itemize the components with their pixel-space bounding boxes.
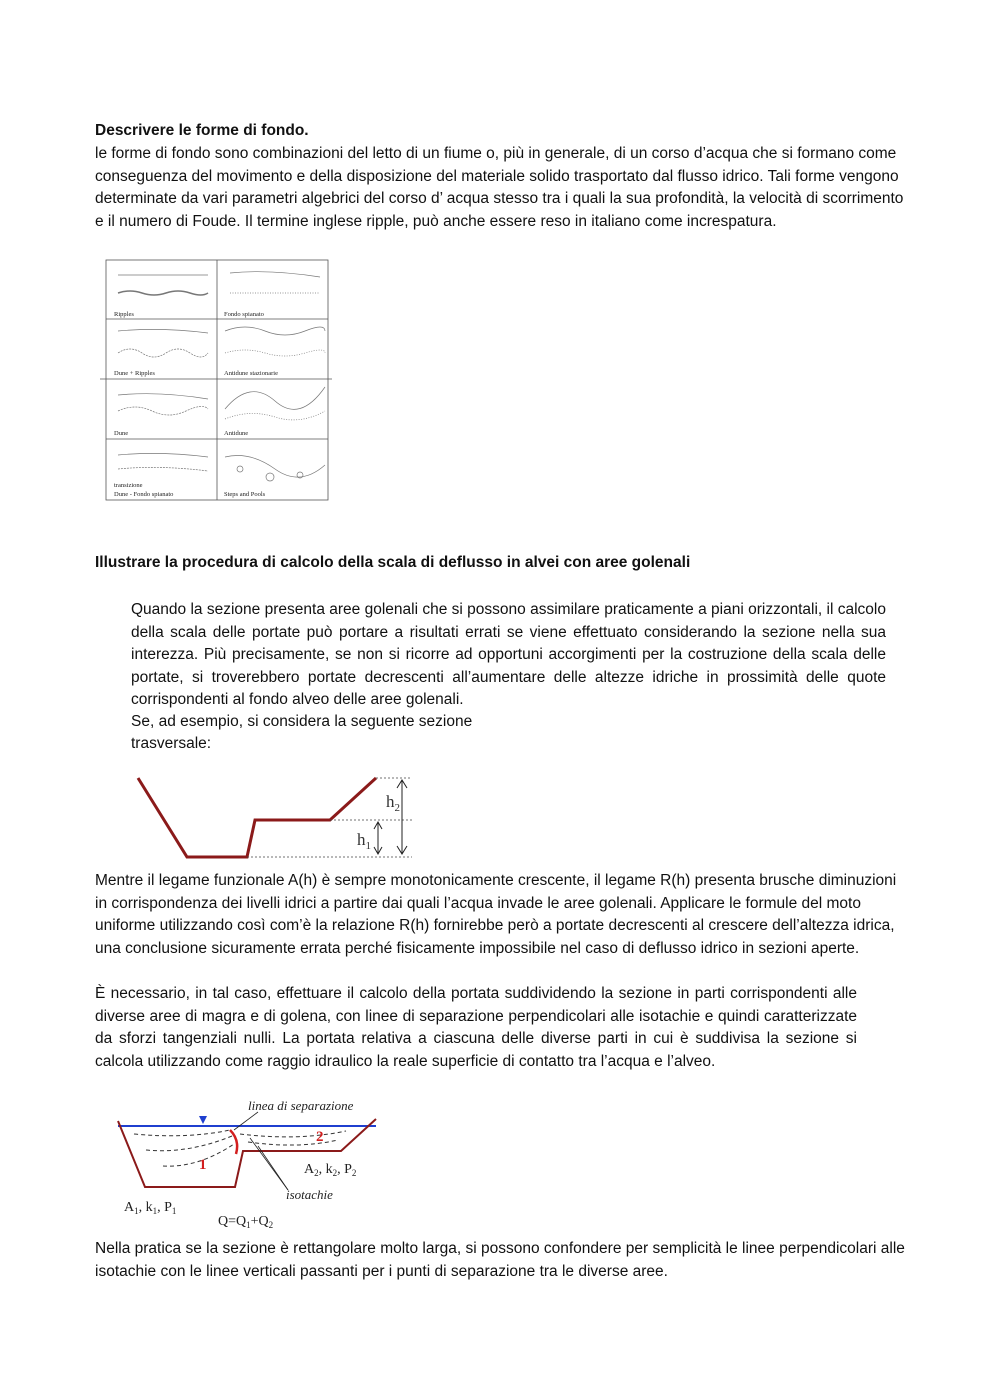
water-level-icon: [199, 1116, 207, 1124]
label-ripples: Ripples: [114, 311, 134, 318]
section2-indented-paragraph: Quando la sezione presenta aree golenali che si possono assimilare praticamente a piani orizzontali, il calcolo della scala delle portate può portare a risultati errati se viene effettuato considerando la sezione nella sua interezza. Più precisamente, se non si ricorre ad opportuni accorgimenti per la costruzione della scala delle portate, si troverebbero portate decrescenti all’aumentare delle altezze idriche in prossimità delle quote corrispondenti al fondo alveo delle aree golenali.: [131, 601, 886, 708]
label-antidune-stazionarie: Antidune stazionarie: [224, 370, 278, 377]
label-antidune: Antidune: [224, 430, 249, 437]
label-dune-fondo-spianato: Dune - Fondo spianato: [114, 491, 174, 498]
area1-params: $A_1$, $k_1$, $P_1$: [124, 1200, 177, 1216]
separation-figure: [108, 1094, 388, 1232]
label-fondo-spianato: Fondo spianato: [224, 311, 264, 318]
cross-section-figure: [130, 772, 420, 864]
separation-line-label: linea di separazione: [248, 1098, 354, 1113]
section2-indented-line3: trasversale:: [131, 735, 212, 752]
section1-title: Descrivere le forme di fondo.: [95, 122, 309, 139]
area2-params: $A_2$, $k_2$, $P_2$: [304, 1162, 357, 1178]
region-1-label: 1: [199, 1157, 207, 1173]
label-steps-pools: Steps and Pools: [224, 491, 266, 498]
section2-title: Illustrare la procedura di calcolo della scala di deflusso in alvei con aree golenali: [95, 554, 691, 571]
label-dune-ripples: Dune + Ripples: [114, 370, 155, 377]
section2-indented-line2: Se, ad esempio, si considera la seguente sezione: [131, 713, 473, 730]
region-2-label: 2: [316, 1129, 324, 1145]
section1-paragraph: le forme di fondo sono combinazioni del letto di un fiume o, più in generale, di un corso d’acqua che si formano come conseguenza del movimento e della disposizione del materiale solido trasportato dal flusso idrico. Tali forme vengono determinate da vari parametri algebrici del corso d’ acqua stesso tra i quali la sua profondità, la velocità di scorrimento e il numero di Foude. Il termine inglese ripple, può anche essere reso in italiano come increspatura.: [95, 145, 904, 230]
discharge-sum: $Q=Q_1+Q_2$: [218, 1214, 274, 1230]
label-dune: Dune: [114, 430, 129, 437]
section2-paragraph4: Nella pratica se la sezione è rettangolare molto larga, si possono confondere per semplicità le linee perpendicolari alle isotachie con le linee verticali passanti per i punti di separazione tra le diverse aree.: [95, 1240, 905, 1280]
isotachie-label: isotachie: [286, 1187, 333, 1202]
h2-label: $h_2$: [386, 792, 400, 814]
section2-paragraph2: Mentre il legame funzionale A(h) è sempre monotonicamente crescente, il legame R(h) presenta brusche diminuzioni in corrispondenza dei livelli idrici a partire dai quali l’acqua invade le aree golenali. Applicare le formule del moto uniforme utilizzando così com’è la relazione R(h) fornirebbe però a portate decrescenti al crescere dell’altezza idrica, una conclusione sicuramente errata perché fisicamente impossibile nel caso di deflusso idrico in sezioni aperte.: [95, 872, 897, 957]
bed-forms-figure: [100, 259, 332, 503]
h1-label: $h_1$: [357, 830, 371, 852]
label-transizione: transizione: [114, 482, 143, 489]
section2-paragraph3: È necessario, in tal caso, effettuare il calcolo della portata suddividendo la sezione in parti corrispondenti alle diverse aree di magra e di golena, con linee di separazione perpendicolari alle isotachie e quindi caratterizzate da sforzi tangenziali nulli. La portata relativa a ciascuna delle diverse parti in cui è suddivisa la sezione si calcola utilizzando come raggio idraulico la reale superficie di contatto tra l’acqua e l’alveo.: [95, 985, 857, 1070]
